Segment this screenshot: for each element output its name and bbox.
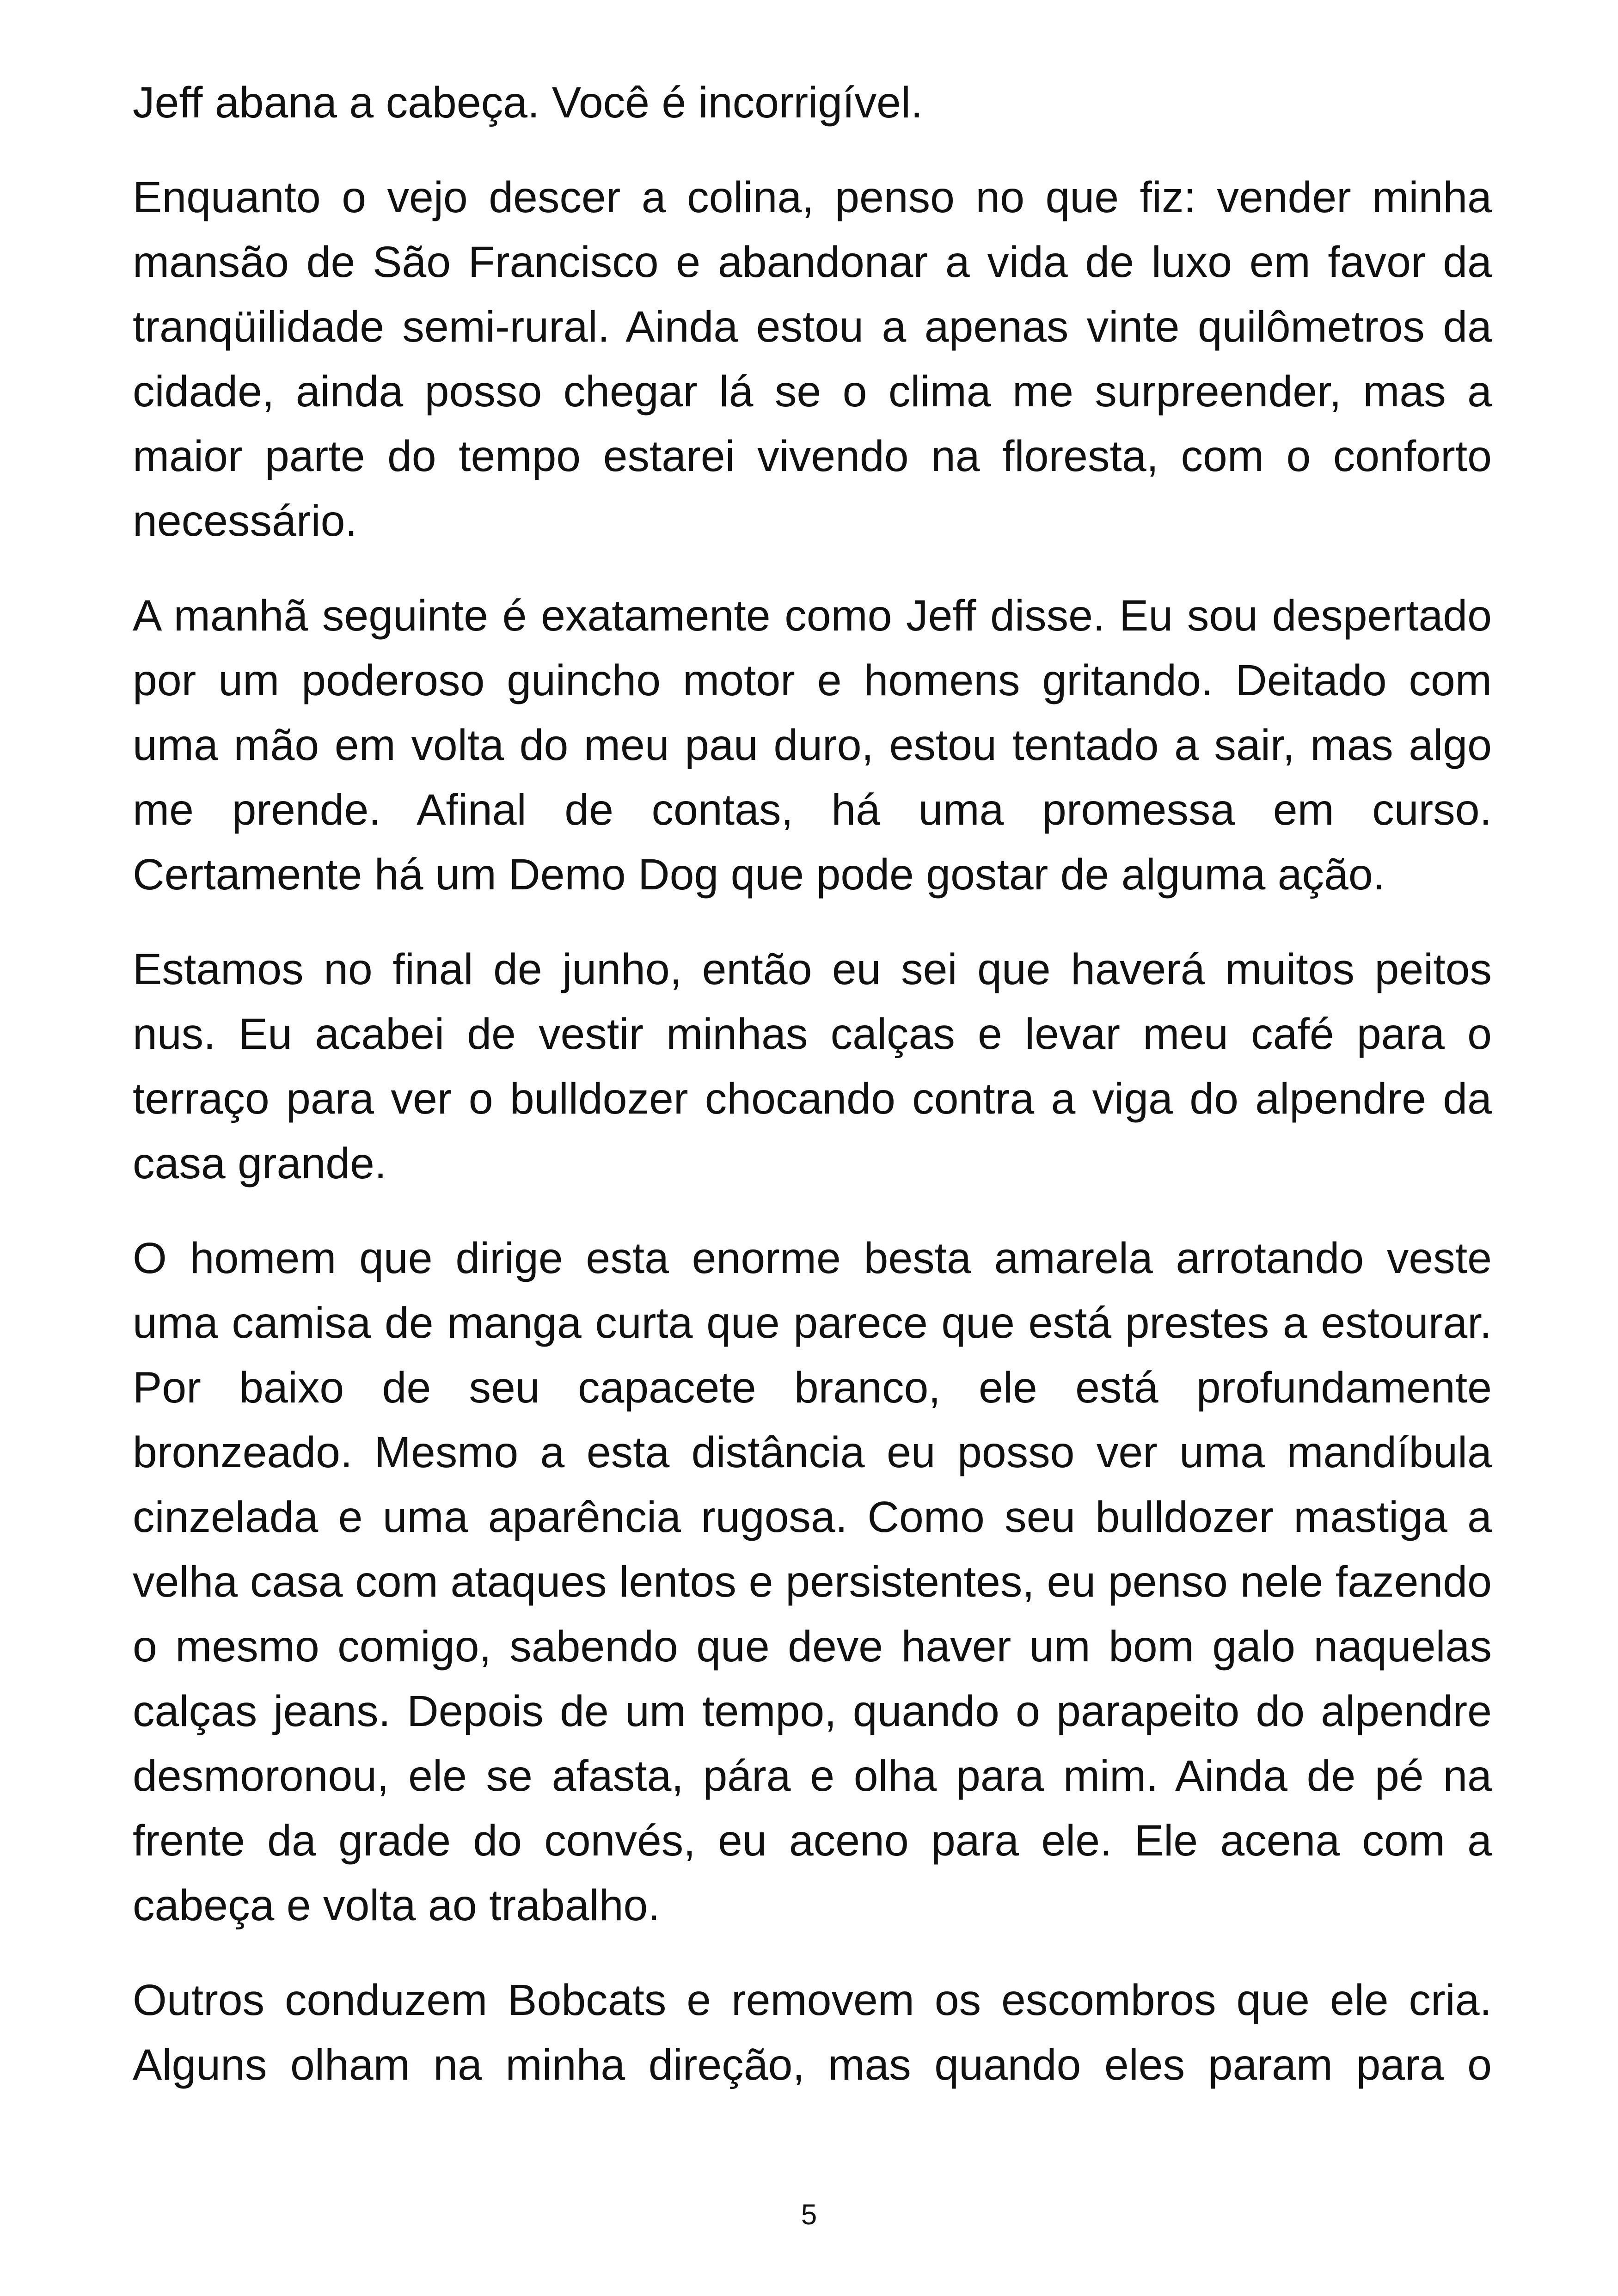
paragraph-4: Estamos no final de junho, então eu sei que haverá muitos peitos nus. Eu acabei de vestir minhas calças e levar meu café para o terraço para ver o bulldozer chocando contra a viga do alpendre da casa grande. <box>133 945 1492 1188</box>
page-number: 5 <box>801 2199 817 2231</box>
paragraph-3: A manhã seguinte é exatamente como Jeff disse. Eu sou despertado por um poderoso guincho motor e homens gritando. Deitado com uma mão em volta do meu pau duro, estou tentado a sair, mas algo me prende. Afinal de contas, há uma promessa em curso. Certamente há um Demo Dog que pode gostar de alguma ação. <box>133 591 1492 899</box>
paragraph-1: Jeff abana a cabeça. Você é incorrigível. <box>133 78 923 127</box>
paragraph-2: Enquanto o vejo descer a colina, penso no que fiz: vender minha mansão de São Francisco e abandonar a vida de luxo em favor da tranqüilidade semi-rural. Ainda estou a apenas vinte quilômetros da cidade, ainda posso chegar lá se o clima me surpreender, mas a maior parte do tempo estarei vivendo na floresta, com o conforto necessário. <box>133 173 1492 545</box>
body-text <box>133 70 1492 2097</box>
paragraph-6: Outros conduzem Bobcats e removem os escombros que ele cria. Alguns olham na minha direção, mas quando eles param para o <box>133 1976 1492 2089</box>
paragraph-5: O homem que dirige esta enorme besta amarela arrotando veste uma camisa de manga curta que parece que está prestes a estourar. Por baixo de seu capacete branco, ele está profundamente bronzeado. Mesmo a esta distância eu posso ver uma mandíbula cinzelada e uma aparência rugosa. Como seu bulldozer mastiga a velha casa com ataques lentos e persistentes, eu penso nele fazendo o mesmo comigo, sabendo que deve haver um bom galo naquelas calças jeans. Depois de um tempo, quando o parapeito do alpendre desmoronou, ele se afasta, pára e olha para mim. Ainda de pé na frente da grade do convés, eu aceno para ele. Ele acena com a cabeça e volta ao trabalho. <box>133 1234 1492 1930</box>
